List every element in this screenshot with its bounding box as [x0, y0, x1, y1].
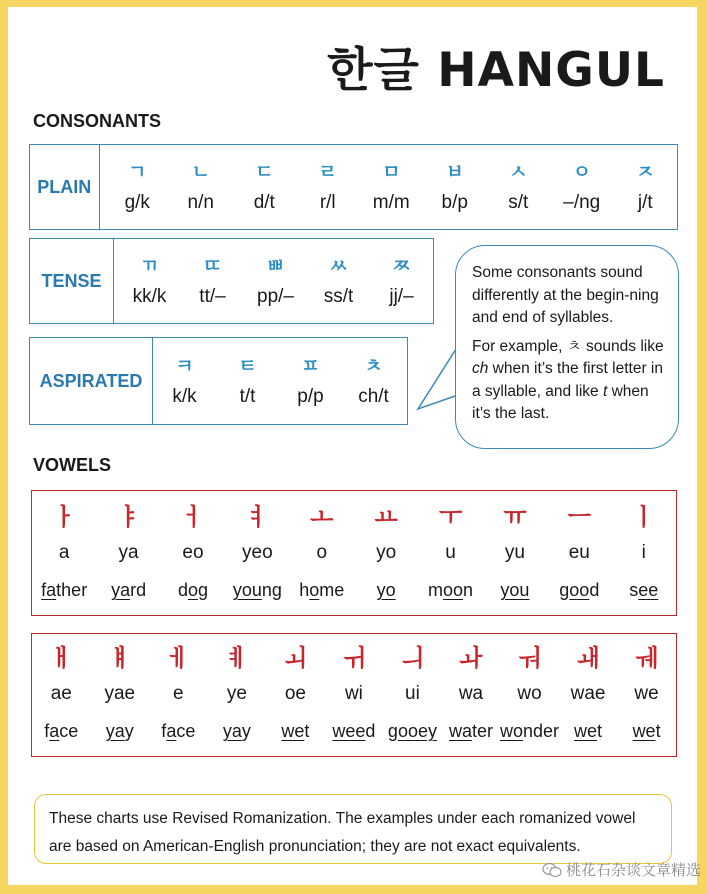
vowel-jamo: ㅘ	[459, 644, 483, 672]
consonant-cell	[370, 239, 433, 323]
vowel-romanization: ui	[405, 683, 420, 704]
consonant-cell	[296, 145, 360, 229]
consonant-cell	[342, 338, 405, 424]
watermark-text: 桃花石杂谈文章精选	[565, 862, 701, 879]
example-underlined: a	[166, 721, 177, 741]
vowel-romanization: eo	[182, 542, 204, 563]
example-underlined: wo	[500, 721, 524, 741]
consonant-jamo: ㅆ	[329, 255, 348, 277]
vowel-cell	[91, 642, 149, 756]
consonant-jamo: ㅇ	[572, 161, 591, 183]
vowel-example-word	[41, 577, 87, 603]
vowel-cell	[383, 642, 441, 756]
consonant-jamo: ㄸ	[203, 255, 222, 277]
vowel-example-word	[178, 577, 208, 603]
note-jamo: ㅊ	[566, 336, 582, 355]
vowel-example-word	[233, 577, 282, 603]
vowel-romanization: wi	[344, 683, 363, 704]
vowel-jamo: ㅏ	[52, 503, 76, 531]
example-underlined: we	[632, 721, 656, 741]
example-underlined: wee	[332, 721, 366, 741]
example-prefix: f	[44, 721, 50, 741]
vowel-example-word	[574, 718, 602, 744]
vowel-cell	[32, 642, 90, 756]
vowel-romanization: i	[641, 542, 646, 563]
vowel-cell	[208, 642, 266, 756]
wechat-icon	[542, 862, 562, 878]
example-suffix: ter	[471, 721, 493, 741]
vowel-jamo: ㅠ	[503, 503, 527, 531]
vowel-cell	[486, 501, 544, 615]
vowel-romanization: we	[634, 683, 659, 704]
example-prefix: m	[428, 580, 443, 600]
example-underlined: a	[49, 721, 60, 741]
example-prefix: g	[559, 580, 570, 600]
example-suffix: ce	[176, 721, 196, 741]
example-prefix: d	[177, 580, 188, 600]
example-underlined: wa	[448, 721, 472, 741]
vowel-jamo: ㅗ	[310, 503, 334, 531]
example-underlined: ya	[105, 721, 125, 741]
vowel-romanization: eu	[568, 542, 590, 563]
vowel-romanization: wa	[458, 683, 484, 704]
vowel-romanization: yu	[504, 542, 525, 563]
example-suffix: d	[365, 721, 376, 741]
example-suffix: y	[241, 721, 251, 741]
consonant-jamo: ㅋ	[175, 355, 194, 377]
note-t: t	[602, 382, 608, 400]
vowel-jamo: ㅛ	[374, 503, 398, 531]
vowels-box-1	[31, 490, 677, 616]
example-prefix: g	[387, 721, 398, 741]
consonant-romanization: n/n	[187, 192, 214, 213]
vowel-cell	[100, 501, 158, 615]
page-title: 한글 HANGUL	[327, 43, 665, 98]
consonant-jamo: ㅃ	[266, 255, 285, 277]
vowel-romanization: ae	[50, 683, 72, 704]
plain-label: PLAIN	[30, 145, 100, 229]
vowel-example-word	[500, 577, 529, 603]
aspirated-cells	[153, 338, 407, 424]
vowel-jamo: ㅚ	[283, 644, 307, 672]
tense-label: TENSE	[30, 239, 114, 323]
example-underlined: ooey	[397, 721, 437, 741]
vowel-jamo: ㅞ	[634, 644, 659, 672]
tense-cells	[114, 239, 433, 323]
chart-sheet	[8, 7, 697, 885]
example-prefix: h	[299, 580, 310, 600]
consonant-romanization: pp/–	[257, 286, 294, 307]
consonant-romanization: m/m	[372, 192, 410, 213]
note-text-c: when it’s the first letter in a syllable, and like	[472, 360, 663, 400]
consonant-jamo: ㄷ	[255, 161, 274, 183]
vowel-jamo: ㅒ	[108, 644, 132, 672]
consonant-romanization: kk/k	[132, 286, 167, 307]
consonant-jamo: ㅅ	[509, 161, 528, 183]
example-suffix: t	[597, 721, 603, 741]
vowel-jamo: ㅕ	[245, 503, 269, 531]
vowel-jamo: ㅟ	[342, 644, 366, 672]
consonant-jamo: ㅊ	[364, 355, 383, 377]
vowel-example-word	[161, 718, 195, 744]
vowel-jamo: ㅑ	[116, 503, 141, 531]
consonant-jamo: ㅌ	[238, 355, 257, 377]
aspirated-consonants-box	[29, 337, 408, 425]
example-underlined: yo	[376, 580, 396, 600]
plain-cells	[100, 145, 678, 229]
consonant-jamo: ㅈ	[636, 161, 655, 183]
example-underlined: o	[309, 580, 320, 600]
vowel-cell	[228, 501, 286, 615]
consonant-romanization: ss/t	[323, 286, 354, 307]
example-suffix: n	[463, 580, 474, 600]
vowel-example-word	[106, 718, 134, 744]
vowel-romanization: yo	[376, 542, 397, 563]
vowel-romanization: e	[173, 683, 184, 704]
consonant-cell	[216, 338, 279, 424]
vowel-jamo: ㅣ	[632, 503, 656, 531]
consonant-jamo: ㄲ	[140, 255, 159, 277]
vowel-example-word	[281, 718, 309, 744]
example-underlined: o	[187, 580, 198, 600]
vowel-cell	[325, 642, 383, 756]
vowels-heading: VOWELS	[33, 455, 112, 475]
consonant-romanization: r/l	[319, 192, 336, 213]
consonant-jamo: ㅂ	[445, 161, 464, 183]
consonant-cell	[169, 145, 233, 229]
example-suffix: ce	[59, 721, 79, 741]
consonants-heading: CONSONANTS	[33, 111, 162, 131]
vowel-romanization: ya	[118, 542, 139, 563]
vowel-example-word	[428, 577, 473, 603]
vowel-jamo: ㅢ	[400, 644, 425, 672]
bubble-pointer	[416, 347, 460, 419]
vowel-jamo: ㅐ	[49, 644, 73, 672]
example-suffix: me	[319, 580, 345, 600]
vowel-jamo: ㅓ	[181, 503, 205, 531]
example-suffix: y	[124, 721, 134, 741]
aspirated-label: ASPIRATED	[30, 338, 153, 424]
consonant-romanization: j/t	[637, 192, 653, 213]
vowels-box-2	[31, 633, 677, 757]
consonant-romanization: p/p	[297, 386, 324, 407]
consonant-jamo: ㅁ	[382, 161, 401, 183]
consonant-jamo: ㄱ	[128, 161, 147, 183]
consonant-romanization: k/k	[172, 386, 197, 407]
example-underlined: ya	[111, 580, 131, 600]
vowel-example-word	[44, 718, 78, 744]
vowel-cell	[293, 501, 351, 615]
note-paragraph-1: Some consonants sound differently at the begin-ning and end of syllables.	[472, 264, 659, 326]
vowel-cell	[149, 642, 207, 756]
example-underlined: oo	[569, 580, 590, 600]
vowel-jamo: ㅜ	[438, 503, 463, 531]
tense-consonants-box	[29, 238, 434, 324]
vowel-jamo: ㅖ	[225, 644, 249, 672]
consonant-romanization: b/p	[441, 192, 468, 213]
vowel-jamo: ㅙ	[576, 644, 600, 672]
consonant-cell	[244, 239, 307, 323]
vowel-romanization: wo	[517, 683, 542, 704]
vowel-cell	[164, 501, 222, 615]
consonant-cell	[118, 239, 181, 323]
vowel-example-word	[500, 718, 559, 744]
note-text-d: when it’s the last.	[472, 382, 649, 422]
example-suffix: d	[589, 580, 600, 600]
consonant-cell	[233, 145, 297, 229]
vowel-cell	[266, 642, 324, 756]
consonant-romanization: t/t	[239, 386, 256, 407]
vowel-romanization: o	[316, 542, 328, 563]
vowel-romanization: u	[445, 542, 456, 563]
consonant-jamo: ㄴ	[191, 161, 210, 183]
consonant-cell	[307, 239, 370, 323]
consonant-romanization: tt/–	[199, 286, 226, 307]
consonant-romanization: g/k	[124, 192, 150, 213]
vowel-cell	[357, 501, 415, 615]
consonant-cell	[279, 338, 342, 424]
vowel-cell	[550, 501, 608, 615]
consonant-cell	[614, 145, 678, 229]
consonant-cell	[550, 145, 614, 229]
vowel-example-word	[332, 718, 375, 744]
vowel-jamo: ㅝ	[517, 644, 542, 672]
example-suffix: rd	[130, 580, 147, 600]
consonant-cell	[153, 338, 216, 424]
vowel-example-word	[629, 577, 658, 603]
vowel-jamo: ㅡ	[567, 503, 591, 531]
consonant-cell	[423, 145, 487, 229]
example-suffix: t	[655, 721, 661, 741]
example-underlined: oo	[443, 580, 464, 600]
consonant-romanization: s/t	[508, 192, 529, 213]
example-suffix: t	[304, 721, 310, 741]
vowel-cell	[618, 642, 676, 756]
note-text-a: For example,	[472, 337, 567, 355]
note-paragraph-2	[472, 335, 666, 426]
vowel-romanization: ye	[226, 683, 247, 704]
example-underlined: ee	[638, 580, 659, 600]
consonant-jamo: ㄹ	[318, 161, 337, 183]
plain-consonants-box	[29, 144, 678, 230]
consonant-romanization: d/t	[253, 192, 275, 213]
consonant-cell	[360, 145, 424, 229]
vowel-example-word	[449, 718, 493, 744]
example-suffix: nder	[523, 721, 560, 741]
vowel-example-word	[377, 577, 396, 603]
example-suffix: ng	[261, 580, 282, 600]
vowel-cell	[422, 501, 480, 615]
consonant-romanization: –/ng	[563, 192, 601, 213]
vowel-cell	[615, 501, 673, 615]
example-underlined: we	[281, 721, 305, 741]
footnote-box: These charts use Revised Romanization. The examples under each romanized vowel are based on American-English pronunciation; they are not exact equivalents.	[34, 794, 672, 864]
vowel-jamo: ㅔ	[166, 644, 190, 672]
example-prefix: f	[161, 721, 167, 741]
consonant-cell	[181, 239, 244, 323]
example-underlined: ya	[222, 721, 242, 741]
vowel-romanization: wae	[570, 683, 606, 704]
vowel-example-word	[633, 718, 661, 744]
consonant-cell	[106, 145, 170, 229]
vowel-romanization: oe	[284, 683, 306, 704]
consonant-romanization: jj/–	[389, 286, 414, 307]
consonant-note-bubble	[455, 245, 679, 449]
example-prefix: s	[629, 580, 639, 600]
example-underlined: we	[574, 721, 598, 741]
example-underlined: you	[500, 580, 530, 600]
vowel-cell	[442, 642, 500, 756]
consonant-cell	[487, 145, 551, 229]
vowel-example-word	[223, 718, 251, 744]
example-underlined: you	[232, 580, 262, 600]
vowel-romanization: yae	[104, 683, 136, 704]
watermark	[542, 859, 701, 880]
vowel-example-word	[111, 577, 146, 603]
consonant-jamo: ㅉ	[392, 255, 411, 277]
consonant-jamo: ㅍ	[301, 355, 320, 377]
consonant-romanization: ch/t	[358, 386, 389, 407]
vowel-cell	[501, 642, 559, 756]
vowel-example-word	[559, 577, 599, 603]
example-underlined: fa	[41, 580, 57, 600]
vowel-cell	[559, 642, 617, 756]
vowel-romanization: a	[58, 542, 70, 563]
example-suffix: g	[197, 580, 208, 600]
vowel-romanization: yeo	[242, 542, 273, 563]
vowel-cell	[35, 501, 93, 615]
note-ch: ch	[472, 360, 489, 377]
vowel-example-word	[299, 577, 344, 603]
vowel-example-word	[388, 718, 437, 744]
note-text-b: sounds like	[581, 337, 664, 355]
example-suffix: ther	[56, 580, 88, 600]
